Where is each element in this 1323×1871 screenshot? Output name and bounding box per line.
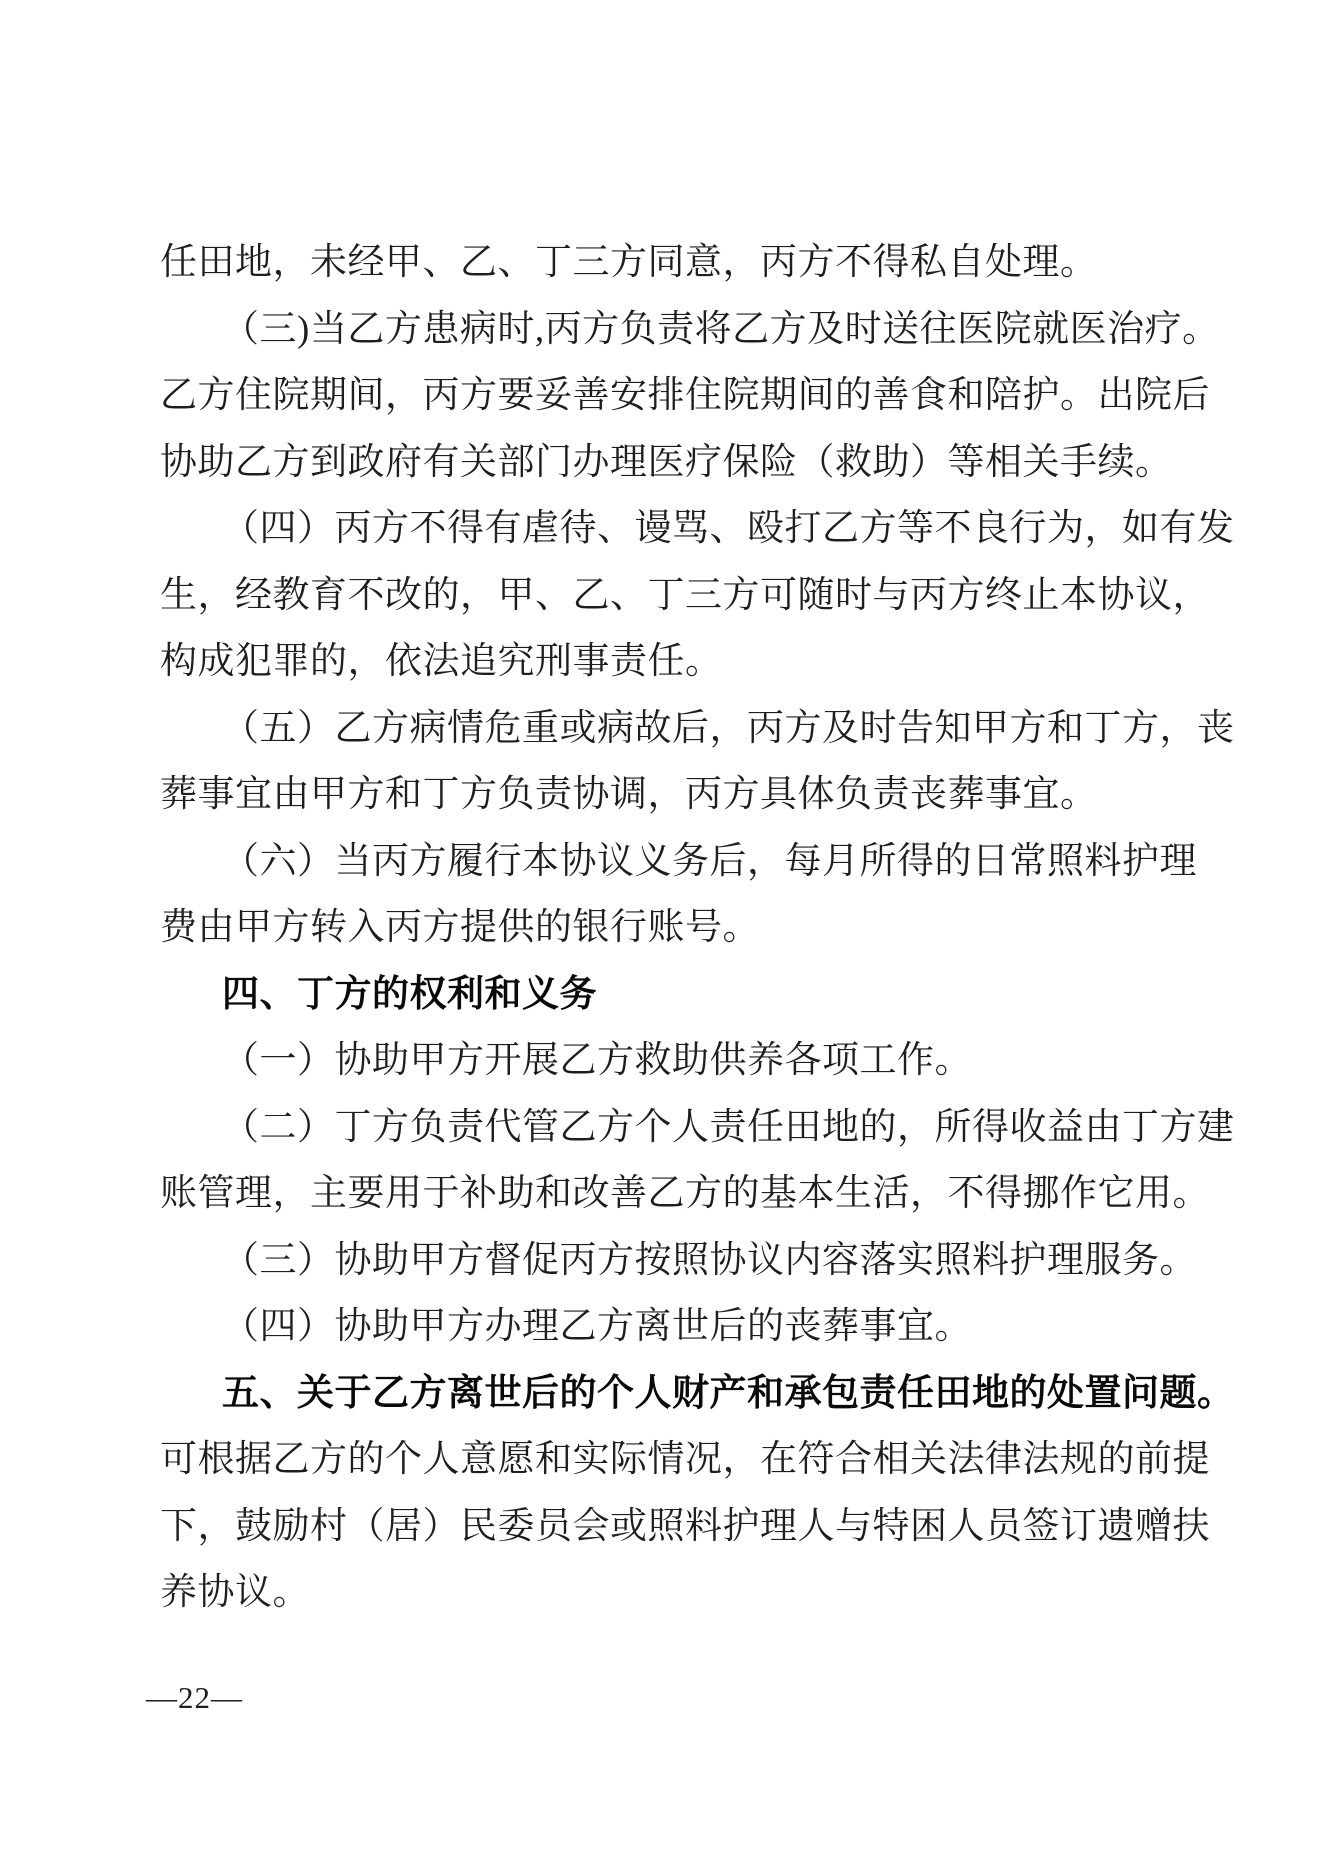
text-line: 账管理，主要用于补助和改善乙方的基本生活，不得挪作它用。 — [160, 1173, 1210, 1214]
text-line: 任田地，未经甲、乙、丁三方同意，丙方不得私自处理。 — [160, 242, 1098, 283]
text-line: （三）协助甲方督促丙方按照协议内容落实照料护理服务。 — [222, 1239, 1197, 1281]
text-line: （四）协助甲方办理乙方离世后的丧葬事宜。 — [222, 1306, 972, 1347]
text-line: 协助乙方到政府有关部门办理医疗保险（救助）等相关手续。 — [160, 441, 1173, 483]
text-line: （二）丁方负责代管乙方个人责任田地的，所得收益由丁方建 — [222, 1106, 1235, 1148]
text-line: （三)当乙方患病时,丙方负责将乙方及时送往医院就医治疗。 — [222, 308, 1220, 350]
document-body — [160, 230, 1270, 1627]
text-line: 生，经教育不改的，甲、乙、丁三方可随时与丙方终止本协议， — [160, 574, 1210, 616]
text-line: 下，鼓励村（居）民委员会或照料护理人与特困人员签订遗赠扶 — [160, 1505, 1210, 1547]
text-line: （六）当丙方履行本协议义务后，每月所得的日常照料护理 — [222, 840, 1197, 882]
text-line: 费由甲方转入丙方提供的银行账号。 — [160, 907, 760, 948]
text-line: 养协议。 — [160, 1572, 310, 1613]
heading-line: 五、关于乙方离世后的个人财产和承包责任田地的处置问题。 — [222, 1372, 1235, 1414]
text-line: 可根据乙方的个人意愿和实际情况，在符合相关法律法规的前提 — [160, 1439, 1210, 1480]
text-line: （一）协助甲方开展乙方救助供养各项工作。 — [222, 1040, 972, 1081]
text-line: 构成犯罪的，依法追究刑事责任。 — [160, 641, 723, 682]
text-line: 乙方住院期间，丙方要妥善安排住院期间的善食和陪护。出院后 — [160, 375, 1210, 416]
text-line: 葬事宜由甲方和丁方负责协调，丙方具体负责丧葬事宜。 — [160, 774, 1098, 815]
text-line: （四）丙方不得有虐待、谩骂、殴打乙方等不良行为，如有发 — [222, 508, 1235, 549]
page-number: —22— — [146, 1680, 243, 1715]
heading-line: 四、丁方的权利和义务 — [222, 973, 597, 1015]
text-line: （五）乙方病情危重或病故后，丙方及时告知甲方和丁方，丧 — [222, 707, 1235, 749]
